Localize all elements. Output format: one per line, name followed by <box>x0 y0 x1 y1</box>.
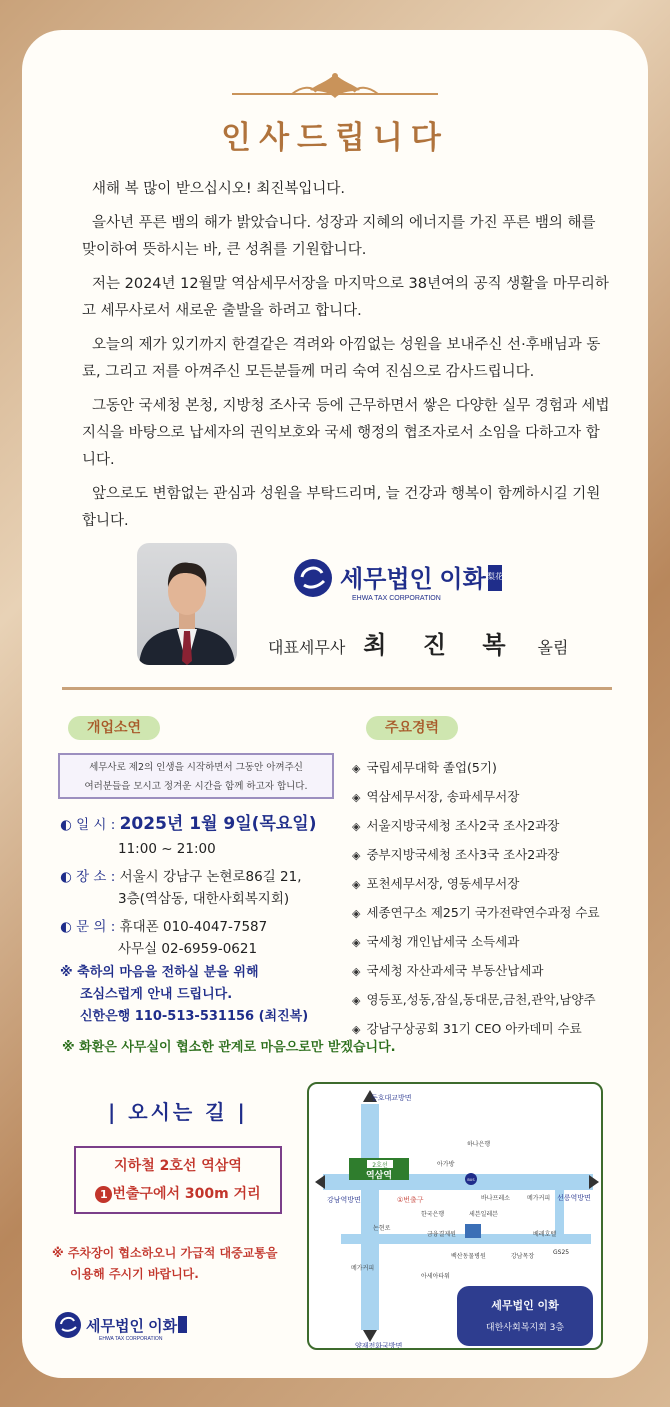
exit-number-icon: 1 <box>95 1186 112 1203</box>
firm-name: 세무법인 이화 <box>340 566 486 593</box>
svg-text:아가방: 아가방 <box>437 1161 455 1168</box>
svg-text:백산동물병원: 백산동물병원 <box>451 1253 486 1260</box>
map-top-dir: 동호대교방면 <box>371 1094 412 1102</box>
svg-text:아세아타워: 아세아타워 <box>421 1273 450 1280</box>
contact-office: 사무실 02-6959-0621 <box>118 941 258 957</box>
career-item: ◈ 영등포,성동,잠실,동대문,금천,관악,남양주 <box>352 992 596 1007</box>
ceo-portrait <box>137 543 237 665</box>
map-road: 논현로 <box>373 1225 391 1232</box>
place-label: ◐ 장 소 : <box>60 869 116 885</box>
section-divider <box>62 687 612 690</box>
career-item: ◈ 강남구상공회 31기 CEO 아카데미 수료 <box>352 1021 582 1036</box>
firm-english: EHWA TAX CORPORATION <box>352 595 441 602</box>
subway-info <box>74 1146 282 1214</box>
map-destination-floor: 대한사회복지회 3층 <box>485 1323 565 1333</box>
opening-place <box>60 866 302 888</box>
greeting-card <box>22 30 648 1378</box>
opening-contact <box>60 916 267 938</box>
svg-text:베레호텔: 베레호텔 <box>533 1231 557 1238</box>
signature-role: 대표세무사 <box>268 638 346 657</box>
career-item: ◈ 국세청 자산과세국 부동산납세과 <box>352 963 544 978</box>
letter-paragraph: 을사년 푸른 뱀의 해가 밝았습니다. 성장과 지혜의 에너지를 가진 푸른 뱀의 해를 맞이하여 뜻하시는 바, 큰 성취를 기원합니다. <box>82 215 596 258</box>
page-title: 인사드립니다 <box>221 120 449 156</box>
svg-text:EHWA TAX CORPORATION: EHWA TAX CORPORATION <box>99 1336 163 1342</box>
subway-line: 지하철 2호선 역삼역 <box>114 1158 242 1174</box>
letter-paragraph: 새해 복 많이 받으십시오! 최진복입니다. <box>92 181 345 197</box>
career-item: ◈ 포천세무서장, 영동세무서장 <box>352 876 520 891</box>
letter-paragraph: 앞으로도 변함없는 관심과 성원을 부탁드리며, 늘 건강과 행복이 함께하시길 기원합니다. <box>82 486 601 529</box>
svg-text:바나프레소: 바나프레소 <box>481 1195 510 1202</box>
opening-note <box>58 753 334 799</box>
directions-title: | 오시는 길 | <box>108 1100 248 1124</box>
svg-text:세무법인 이화: 세무법인 이화 <box>86 1318 178 1335</box>
signature-name: 최 진 복 <box>363 631 520 659</box>
career-list <box>352 753 642 1043</box>
congrats-note <box>60 962 360 1028</box>
opening-place-line: 3층(역삼동, 대한사회복지회) <box>118 891 290 907</box>
map-exit: ①번출구 <box>397 1196 424 1204</box>
career-pill: 주요경력 <box>366 716 458 740</box>
date-label: ◐ 일 시 : <box>60 817 116 833</box>
parking-line: 이용해 주시기 바랍니다. <box>70 1267 199 1281</box>
firm-logo <box>292 557 522 603</box>
location-map <box>307 1082 603 1350</box>
parking-note <box>52 1243 277 1285</box>
place-line: 서울시 강남구 논현로86길 21, <box>119 869 302 885</box>
date-value: 2025년 1월 9일(목요일) <box>119 814 317 834</box>
parking-line: ※ 주차장이 협소하오니 가급적 대중교통을 <box>52 1246 278 1260</box>
flower-note: ※ 화환은 사무실이 협소한 관계로 마음으로만 받겠습니다. <box>62 1040 396 1055</box>
subway-exit: 1 번출구에서 300m 거리 <box>76 1180 280 1208</box>
greeting-letter <box>82 176 612 542</box>
opening-pill: 개업소연 <box>68 716 160 740</box>
opening-date <box>60 813 316 836</box>
signature-line <box>268 625 568 660</box>
congrats-line: ※ 축하의 마음을 전하실 분을 위해 <box>60 965 259 980</box>
congrats-line: 조심스럽게 안내 드립니다. <box>80 987 233 1002</box>
svg-text:하나은행: 하나은행 <box>467 1141 491 1148</box>
signature-suffix: 올림 <box>537 638 569 657</box>
bank-account: 신한은행 110-513-531156 (최진복) <box>80 1009 309 1024</box>
svg-text:메가커피: 메가커피 <box>351 1265 375 1272</box>
career-item: ◈ 세종연구소 제25기 국가전략연수과정 수료 <box>352 905 600 920</box>
opening-note-line: 세무사로 제2의 인생을 시작하면서 그동안 아껴주신 <box>89 762 303 773</box>
svg-text:GS25: GS25 <box>553 1249 570 1256</box>
letter-paragraph: 오늘의 제가 있기까지 한결같은 격려와 아낌없는 성원을 보내주신 선·후배님과 동료, 그리고 저를 아껴주신 모든분들께 머리 숙여 진심으로 감사드립니다. <box>82 337 601 380</box>
map-bottom-dir: 양재전화국방면 <box>355 1342 403 1350</box>
firm-hanja: 梨花 <box>487 572 503 581</box>
career-item: ◈ 국세청 개인납세국 소득세과 <box>352 934 520 949</box>
map-left-dir: 강남역방면 <box>327 1196 361 1204</box>
career-item: ◈ 중부지방국세청 조사3국 조사2과장 <box>352 847 560 862</box>
svg-text:강남목장: 강남목장 <box>511 1253 535 1260</box>
opening-time: 11:00 ~ 21:00 <box>118 841 216 857</box>
map-destination: 세무법인 이화 <box>491 1299 559 1312</box>
letter-paragraph: 저는 2024년 12월말 역삼세무서장을 마지막으로 38년여의 공직 생활을 마무리하고 세무사로서 새로운 출발을 하려고 합니다. <box>82 276 609 319</box>
map-right-dir: 선릉역방면 <box>557 1194 591 1202</box>
bus-stop-icon: BUS <box>467 1178 475 1182</box>
svg-text:금융결제원: 금융결제원 <box>427 1231 456 1238</box>
career-item: ◈ 서울지방국세청 조사2국 조사2과장 <box>352 818 560 833</box>
career-item: ◈ 국립세무대학 졸업(5기) <box>352 760 497 775</box>
career-item: ◈ 역삼세무서장, 송파세무서장 <box>352 789 520 804</box>
svg-text:한국은행: 한국은행 <box>421 1211 445 1218</box>
svg-text:세븐일레븐: 세븐일레븐 <box>469 1211 498 1218</box>
contact-label: ◐ 문 의 : <box>60 919 116 935</box>
map-station-line: 2호선 <box>372 1162 388 1169</box>
opening-note-line: 여러분들을 모시고 정겨운 시간을 함께 하고자 합니다. <box>84 781 308 792</box>
svg-text:메가커피: 메가커피 <box>527 1195 551 1202</box>
map-station: 역삼역 <box>365 1171 393 1181</box>
firm-logo-small <box>54 1310 194 1342</box>
contact-phone: 휴대폰 010-4047-7587 <box>119 919 268 935</box>
ornament-divider <box>232 68 438 112</box>
letter-paragraph: 그동안 국세청 본청, 지방청 조사국 등에 근무하면서 쌓은 다양한 실무 경험과 세법 지식을 바탕으로 납세자의 권익보호와 국세 행정의 협조자로서 소임을 다하고자 합니다. <box>82 398 610 468</box>
